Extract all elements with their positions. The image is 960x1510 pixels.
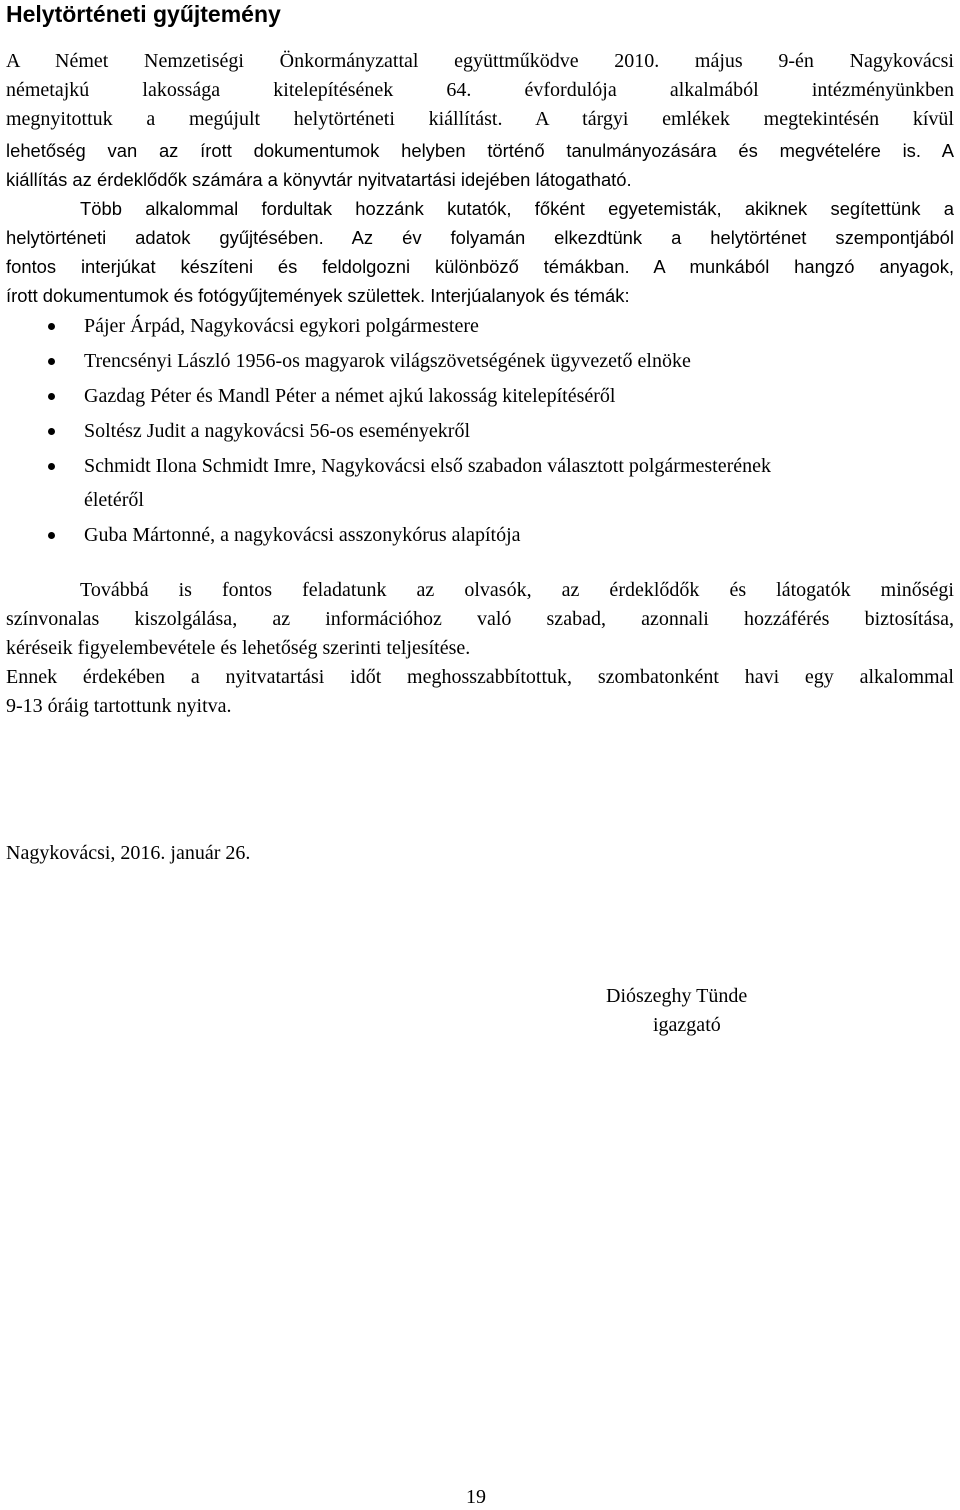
list-item-text: Schmidt Ilona Schmidt Imre, Nagykovácsi első szabadon választott polgármesterének [84,455,772,477]
paragraph-1-line: megnyitottuk a megújult helytörténeti kiállítást. A tárgyi emlékek megtekintésén kívül [6,108,954,130]
paragraph-3-line: kéréseik figyelembevétele és lehetőség szerinti teljesítése. [6,637,471,659]
bullet-icon [48,323,55,330]
paragraph-1-line: kiállítás az érdeklődők számára a könyvtár nyitvatartási idejében látogatható. [6,169,632,190]
paragraph-1-line: lehetőség van az írott dokumentumok helyben történő tanulmányozására és megvételére is. A [6,140,954,161]
paragraph-2-line: helytörténeti adatok gyűjtésében. Az év folyamán elkezdtünk a helytörténet szempontjából [6,227,954,248]
paragraph-4-line: Ennek érdekében a nyitvatartási időt meghosszabbítottuk, szombatonként havi egy alkalommal [6,666,954,688]
signature-role: igazgató [653,1014,721,1036]
list-item-text: életéről [84,489,144,511]
paragraph-1-line: A Német Nemzetiségi Önkormányzattal együttműködve 2010. május 9-én Nagykovácsi [6,50,954,72]
bullet-icon [48,393,55,400]
bullet-icon [48,358,55,365]
paragraph-3-line: Továbbá is fontos feladatunk az olvasók, az érdeklődők és látogatók minőségi [80,579,954,601]
bullet-icon [48,428,55,435]
paragraph-1-line: németajkú lakossága kitelepítésének 64. évfordulója alkalmából intézményünkben [6,79,954,101]
page-title: Helytörténeti gyűjtemény [6,1,281,27]
paragraph-2-line: írott dokumentumok és fotógyűjtemények születtek. Interjúalanyok és témák: [6,285,630,306]
page-number: 19 [466,1486,486,1508]
list-item-text: Trencsényi László 1956-os magyarok világszövetségének ügyvezető elnöke [84,350,691,372]
bullet-icon [48,463,55,470]
place-date: Nagykovácsi, 2016. január 26. [6,842,251,864]
list-item-text: Soltész Judit a nagykovácsi 56-os eseményekről [84,420,471,442]
paragraph-2-line: Több alkalommal fordultak hozzánk kutatók, főként egyetemisták, akiknek segítettünk a [80,198,954,219]
list-item-text: Guba Mártonné, a nagykovácsi asszonykórus alapítója [84,524,521,546]
paragraph-2-line: fontos interjúkat készíteni és feldolgozni különböző témákban. A munkából hangzó anyagok, [6,256,954,277]
list-item-text: Pájer Árpád, Nagykovácsi egykori polgármestere [84,315,479,337]
paragraph-3-line: színvonalas kiszolgálása, az információhoz való szabad, azonnali hozzáférés biztosítása, [6,608,954,630]
signature-name: Diószeghy Tünde [606,985,748,1007]
bullet-icon [48,532,55,539]
paragraph-4-line: 9-13 óráig tartottunk nyitva. [6,695,232,717]
list-item-text: Gazdag Péter és Mandl Péter a német ajkú lakosság kitelepítéséről [84,385,616,407]
